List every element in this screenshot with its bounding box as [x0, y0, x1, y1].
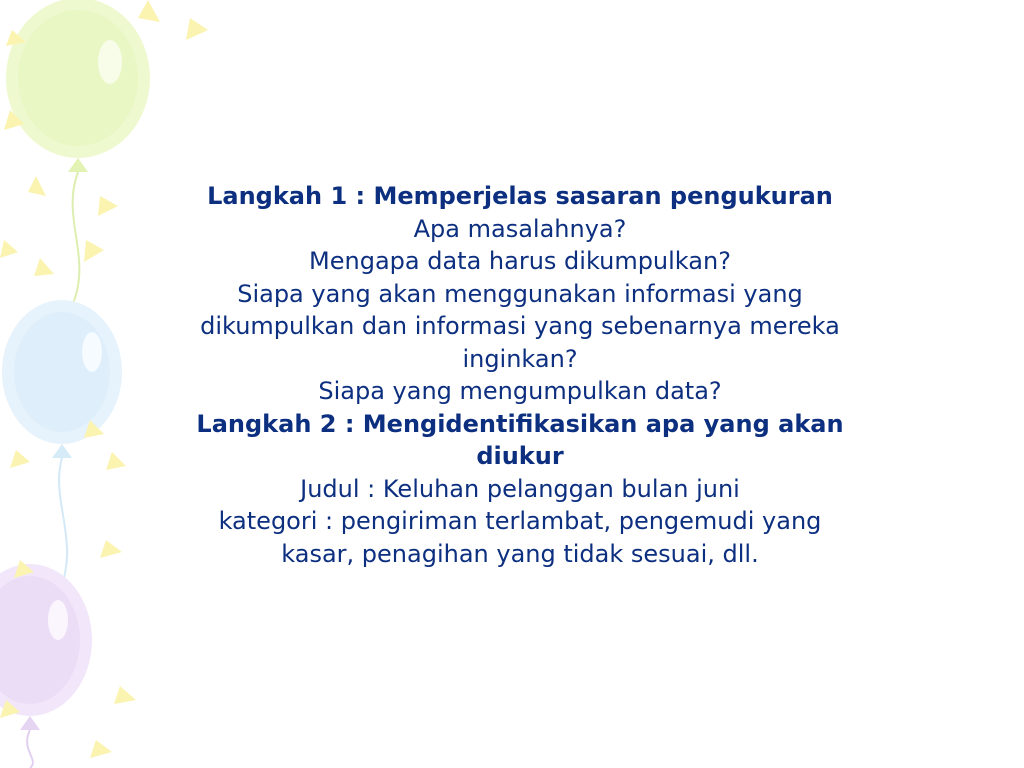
step-2-title: Judul : Keluhan pelanggan bulan juni	[300, 474, 740, 503]
step-1-question-2: Mengapa data harus dikumpulkan?	[309, 247, 731, 275]
step-1-question-3-line-2: dikumpulkan dan informasi yang sebenarnya mereka	[200, 312, 840, 340]
slide-content	[100, 180, 940, 570]
step-1-question-3-line-3: inginkan?	[462, 344, 578, 373]
step-1-question-1: Apa masalahnya?	[413, 214, 627, 243]
step-2-heading-line-2: diukur	[476, 442, 564, 470]
step-2-heading-line-1: Langkah 2 : Mengidentifikasikan apa yang akan	[196, 409, 844, 438]
step-1-heading: Langkah 1 : Memperjelas sasaran pengukuran	[207, 182, 833, 210]
step-2-category-line-1: kategori : pengiriman terlambat, pengemudi yang	[218, 507, 822, 535]
step-1-question-4: Siapa yang mengumpulkan data?	[318, 377, 722, 405]
step-1-question-3-line-1: Siapa yang akan menggunakan informasi yang	[237, 279, 803, 308]
step-2-category-line-2: kasar, penagihan yang tidak sesuai, dll.	[281, 539, 759, 568]
purple-balloon-icon	[0, 564, 92, 768]
